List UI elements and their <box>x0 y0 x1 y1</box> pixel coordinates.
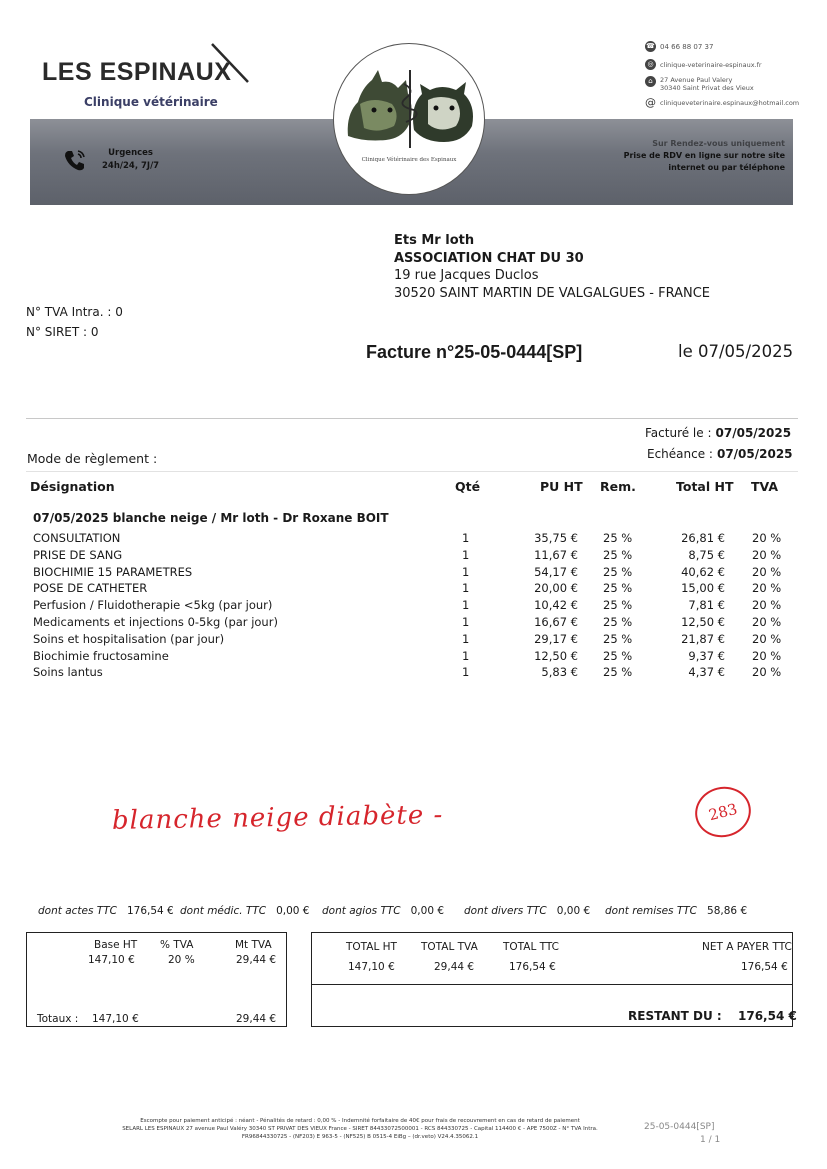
table-row <box>0 632 827 649</box>
recipient-organization: ASSOCIATION CHAT DU 30 <box>394 250 584 266</box>
echeance: Echéance : 07/05/2025 <box>647 447 793 461</box>
table-top-divider <box>26 471 798 472</box>
invoice-title: Facture n°25-05-0444[SP] <box>366 342 583 362</box>
line-designation: Perfusion / Fluidotherapie <5kg (par jour) <box>33 598 273 613</box>
table-row <box>0 531 827 548</box>
handwritten-circled-number: 283 <box>690 781 756 843</box>
facture-le: Facturé le : 07/05/2025 <box>645 426 792 440</box>
line-tva: 20 % <box>752 531 782 545</box>
restant-du-value: 176,54 € <box>738 1009 797 1023</box>
line-designation: Soins lantus <box>33 665 103 680</box>
restant-du-label: RESTANT DU : <box>628 1009 722 1023</box>
phone-icon: ☎ <box>646 42 655 50</box>
emergency-phone-icon <box>62 147 88 173</box>
col-header-pu-ht: PU HT <box>540 479 583 494</box>
net-a-payer-label: NET A PAYER TTC <box>702 941 792 953</box>
line-pu-ht: 20,00 € <box>534 581 578 596</box>
contact-phone: ☎ 04 66 88 07 37 <box>646 42 714 51</box>
table-row <box>0 649 827 666</box>
line-tva: 20 % <box>752 648 782 663</box>
logo-caption: Clinique Vétérinaire des Espinaux <box>361 157 457 163</box>
line-remise: 25 % <box>603 531 633 545</box>
line-qte: 1 <box>462 631 470 646</box>
line-total-ht: 40,62 € <box>681 564 725 579</box>
totals-box-divider <box>311 984 793 985</box>
line-qte: 1 <box>462 615 470 629</box>
summary-divers: dont divers TTC 0,00 € <box>464 905 591 917</box>
contact-email: @ cliniqueveterinaire.espinaux@hotmail.com <box>645 96 800 109</box>
line-tva: 20 % <box>752 581 782 596</box>
line-tva: 20 % <box>752 598 782 613</box>
recipient-address <box>394 232 710 302</box>
clinic-logo <box>333 43 485 195</box>
contact-address: ⌂ 27 Avenue Paul Valery 30340 Saint Privat des Vieux <box>645 76 754 92</box>
urgences-block <box>62 147 159 173</box>
line-pu-ht: 10,42 € <box>534 598 578 613</box>
line-qte: 1 <box>462 581 470 596</box>
line-total-ht: 15,00 € <box>681 581 725 596</box>
line-remise: 25 % <box>603 615 633 629</box>
contact-website: ◎ clinique-veterinaire-espinaux.fr <box>645 59 762 70</box>
urgences-hours: 24h/24, 7J/7 <box>102 161 160 171</box>
line-qte: 1 <box>462 547 470 562</box>
globe-icon: ◎ <box>645 59 656 70</box>
table-row <box>0 581 827 598</box>
line-qte: 1 <box>462 665 470 680</box>
mode-reglement: Mode de règlement : <box>27 451 158 466</box>
divider <box>26 418 798 419</box>
col-header-designation: Désignation <box>30 479 115 494</box>
line-remise: 25 % <box>603 581 633 596</box>
at-icon: @ <box>645 96 656 109</box>
line-designation: Medicaments et injections 0-5kg (par jour) <box>33 615 278 629</box>
line-remise: 25 % <box>603 564 633 579</box>
vat-base-ht-label: Base HT <box>94 939 138 951</box>
vat-pct-label: % TVA <box>160 939 194 951</box>
line-tva: 20 % <box>752 665 782 680</box>
urgences-label: Urgences <box>108 148 153 158</box>
line-tva: 20 % <box>752 547 782 562</box>
line-pu-ht: 12,50 € <box>534 648 578 663</box>
total-tva-value: 29,44 € <box>434 961 475 973</box>
page-number: 1 / 1 <box>700 1135 721 1145</box>
total-ht-label: TOTAL HT <box>346 941 397 953</box>
line-designation: CONSULTATION <box>33 531 121 545</box>
line-pu-ht: 16,67 € <box>534 615 578 629</box>
vat-totaux-label: Totaux : <box>37 1013 79 1025</box>
line-tva: 20 % <box>752 564 782 579</box>
line-remise: 25 % <box>603 665 633 680</box>
vat-base-ht-value: 147,10 € <box>88 954 135 966</box>
table-row <box>0 598 827 615</box>
line-qte: 1 <box>462 598 470 613</box>
line-designation: Biochimie fructosamine <box>33 648 169 663</box>
siret: N° SIRET : 0 <box>26 325 99 339</box>
vat-totaux-tva: 29,44 € <box>236 1013 277 1025</box>
handwritten-note: blanche neige diabète - <box>111 800 444 836</box>
table-row <box>0 665 827 682</box>
total-ttc-value: 176,54 € <box>509 961 556 973</box>
line-qte: 1 <box>462 531 470 545</box>
line-remise: 25 % <box>603 631 633 646</box>
line-pu-ht: 35,75 € <box>534 531 578 545</box>
legal-footer: Escompte pour paiement anticipé : néant - Pénalités de retard : 0,00 % - Indemnité forfaitaire de 40€ pour frais de recouvrement en cas de retard de paiement SELARL LES ESPINAUX 27 avenue Paul Valéry 30340 ST PRIVAT DES VIEUX France - SIRET 84433072500001 - RCS 844330725 - Capital 114400 € - APE 7500Z - N° TVA Intra. FR96844330725 - (NF203) E 963-5 - (NF525) B 0515-4 EiBg – (dr.veto) V24.4.35062.1 <box>122 1118 598 1140</box>
vat-pct-value: 20 % <box>168 954 195 966</box>
line-total-ht: 26,81 € <box>681 531 725 545</box>
vat-totaux-base: 147,10 € <box>92 1013 139 1025</box>
summary-remises: dont remises TTC 58,86 € <box>605 905 748 917</box>
brand-subtitle: Clinique vétérinaire <box>84 95 218 109</box>
line-pu-ht: 11,67 € <box>534 547 578 562</box>
line-total-ht: 4,37 € <box>688 665 725 680</box>
recipient-name: Ets Mr loth <box>394 233 475 248</box>
line-total-ht: 21,87 € <box>681 631 725 646</box>
table-row <box>0 548 827 565</box>
line-total-ht: 7,81 € <box>688 598 725 613</box>
recipient-street: 19 rue Jacques Duclos <box>394 268 539 283</box>
tva-intra: N° TVA Intra. : 0 <box>26 305 123 319</box>
summary-agios: dont agios TTC 0,00 € <box>322 905 445 917</box>
line-qte: 1 <box>462 648 470 663</box>
line-pu-ht: 29,17 € <box>534 631 578 646</box>
line-designation: PRISE DE SANG <box>33 547 123 562</box>
footer-invoice-ref: 25-05-0444[SP] <box>644 1122 715 1132</box>
line-remise: 25 % <box>603 648 633 663</box>
line-designation: BIOCHIMIE 15 PARAMETRES <box>33 564 193 579</box>
line-total-ht: 12,50 € <box>681 615 725 629</box>
total-ttc-label: TOTAL TTC <box>503 941 560 953</box>
line-remise: 25 % <box>603 547 633 562</box>
col-header-qte: Qté <box>455 479 481 494</box>
summary-actes: dont actes TTC 176,54 € <box>38 905 174 917</box>
line-pu-ht: 54,17 € <box>534 564 578 579</box>
brand-slash-mark <box>206 42 250 86</box>
summary-medic: dont médic. TTC 0,00 € <box>180 905 310 917</box>
line-designation: Soins et hospitalisation (par jour) <box>33 631 225 646</box>
line-qte: 1 <box>462 564 470 579</box>
line-tva: 20 % <box>752 631 782 646</box>
line-total-ht: 9,37 € <box>688 648 725 663</box>
banner-rdv-text: Sur Rendez-vous uniquement Prise de RDV en ligne sur notre site internet ou par téléphone <box>623 139 785 172</box>
col-header-total-ht: Total HT <box>676 479 734 494</box>
line-tva: 20 % <box>752 615 782 629</box>
line-designation: POSE DE CATHETER <box>33 581 148 596</box>
location-icon: ⌂ <box>645 76 656 87</box>
table-row <box>0 615 827 632</box>
vat-mt-value: 29,44 € <box>236 954 277 966</box>
animals-logo-art <box>334 44 485 195</box>
table-row <box>0 565 827 582</box>
line-total-ht: 8,75 € <box>688 547 725 562</box>
vat-mt-label: Mt TVA <box>235 939 272 951</box>
line-pu-ht: 5,83 € <box>541 665 578 680</box>
net-a-payer-value: 176,54 € <box>741 961 788 973</box>
total-tva-label: TOTAL TVA <box>421 941 478 953</box>
col-header-tva: TVA <box>751 479 779 494</box>
col-header-rem: Rem. <box>600 479 636 494</box>
line-remise: 25 % <box>603 598 633 613</box>
invoice-date: le 07/05/2025 <box>678 342 794 361</box>
total-ht-value: 147,10 € <box>348 961 395 973</box>
brand-name: LES ESPINAUX <box>42 58 232 86</box>
recipient-city: 30520 SAINT MARTIN DE VALGALGUES - FRANCE <box>394 285 710 301</box>
consultation-group-title: 07/05/2025 blanche neige / Mr loth - Dr Roxane BOIT <box>33 511 389 525</box>
